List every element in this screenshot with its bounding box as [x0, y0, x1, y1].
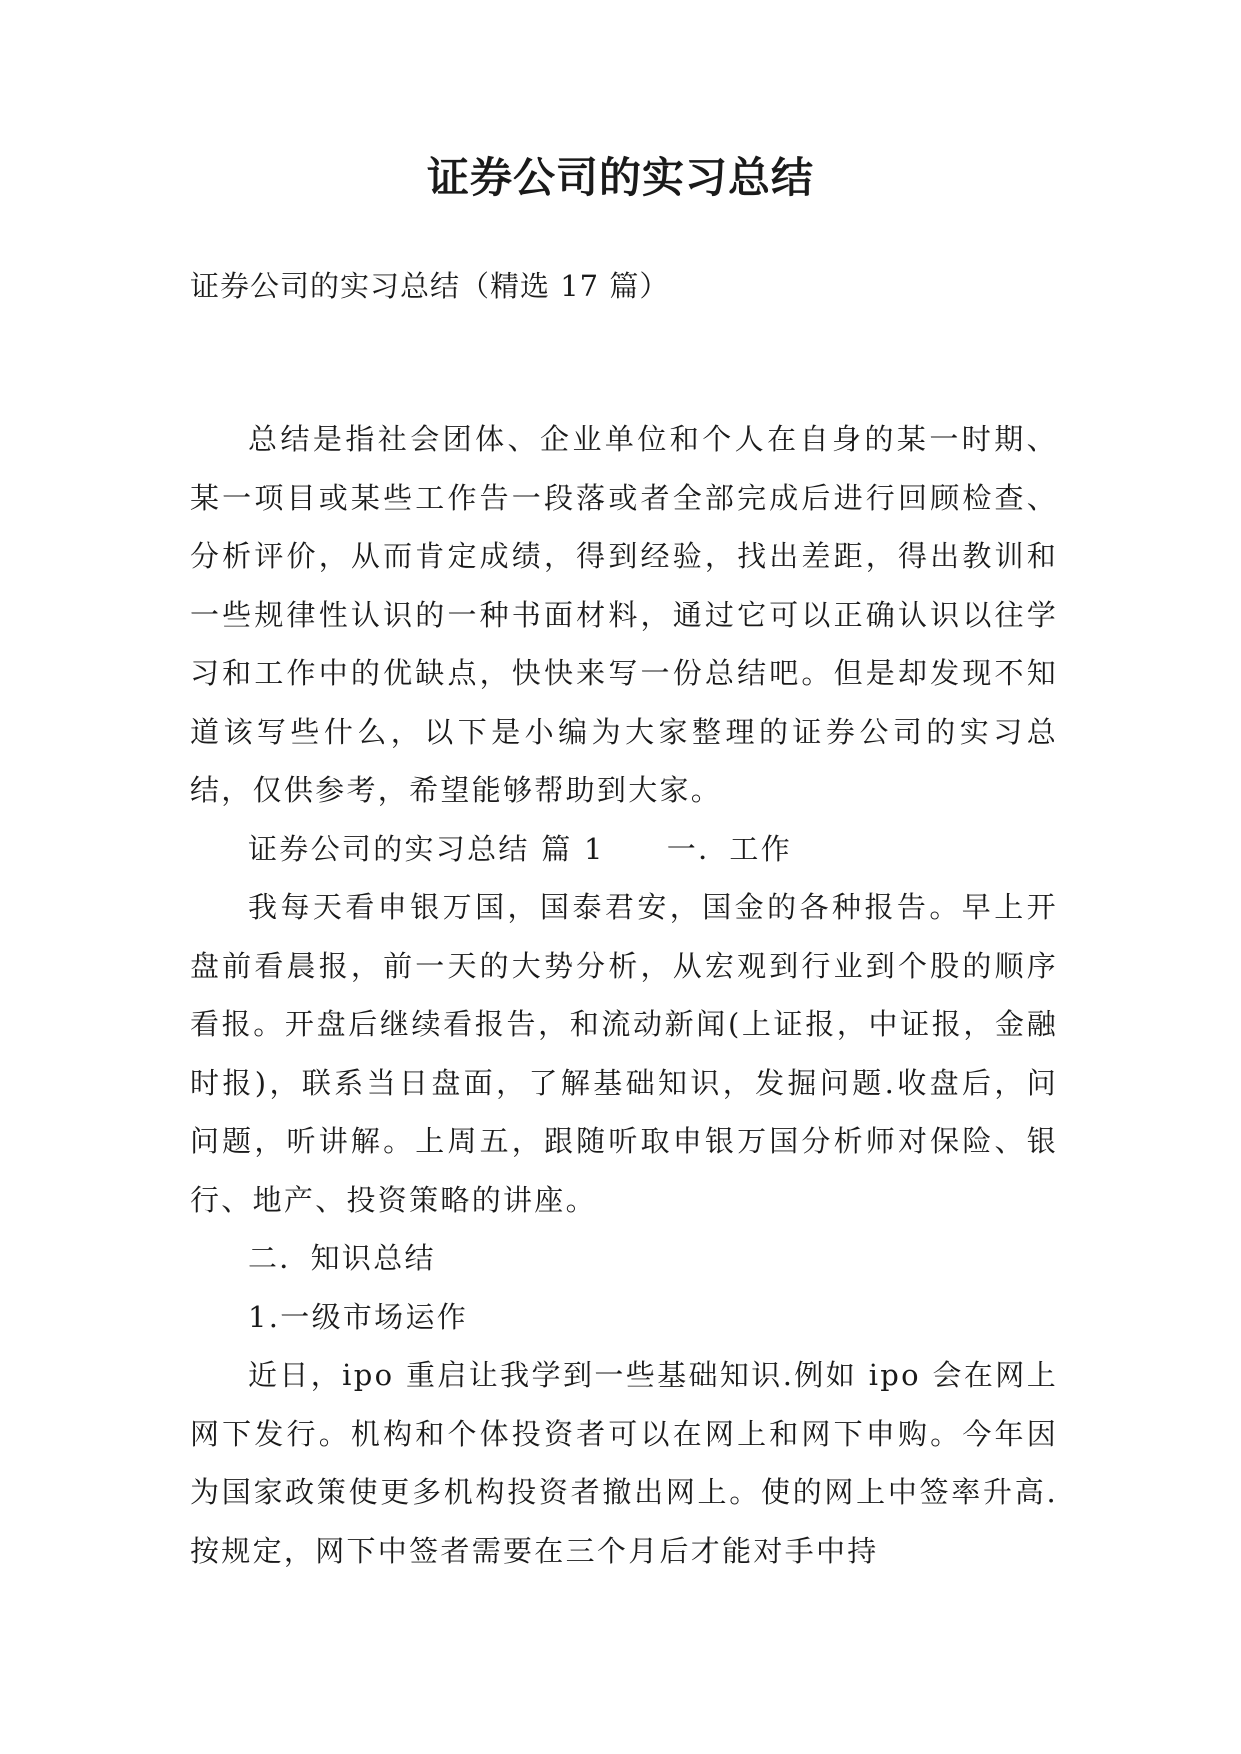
document-title: 证券公司的实习总结 [426, 153, 814, 202]
primary-market-paragraph: 近日，ipo 重启让我学到一些基础知识.例如 ipo 会在网上网下发行。机构和个体投资者可以在网上和网下申购。今年因为国家政策使更多机构投资者撤出网上。使的网上中签率升高.按规定，网下中签者需要在三个月后才能对手中持 [190, 1358, 1058, 1568]
section-1-heading [190, 820, 1058, 879]
document-body [190, 410, 1058, 1580]
work-heading: 一．工作 [666, 831, 792, 866]
intro-paragraph: 总结是指社会团体、企业单位和个人在自身的某一时期、某一项目或某些工作告一段落或者全部完成后进行回顾检查、分析评价，从而肯定成绩，得到经验，找出差距，得出教训和一些规律性认识的一种书面材料，通过它可以正确认识以往学习和工作中的优缺点，快快来写一份总结吧。但是却发现不知道该写些什么，以下是小编为大家整理的证券公司的实习总结，仅供参考，希望能够帮助到大家。 [190, 422, 1058, 807]
work-paragraph: 我每天看申银万国，国泰君安，国金的各种报告。早上开盘前看晨报，前一天的大势分析，从宏观到行业到个股的顺序看报。开盘后继续看报告，和流动新闻(上证报，中证报，金融时报)，联系当日盘面，了解基础知识，发掘问题.收盘后，问问题，听讲解。上周五，跟随听取申银万国分析师对保险、银行、地产、投资策略的讲座。 [190, 890, 1058, 1217]
section-1-label: 证券公司的实习总结 篇 1 [248, 831, 605, 866]
document-subtitle: 证券公司的实习总结（精选 17 篇） [190, 269, 670, 303]
knowledge-summary-heading: 二．知识总结 [248, 1241, 436, 1275]
primary-market-heading: 1.一级市场运作 [248, 1299, 469, 1334]
